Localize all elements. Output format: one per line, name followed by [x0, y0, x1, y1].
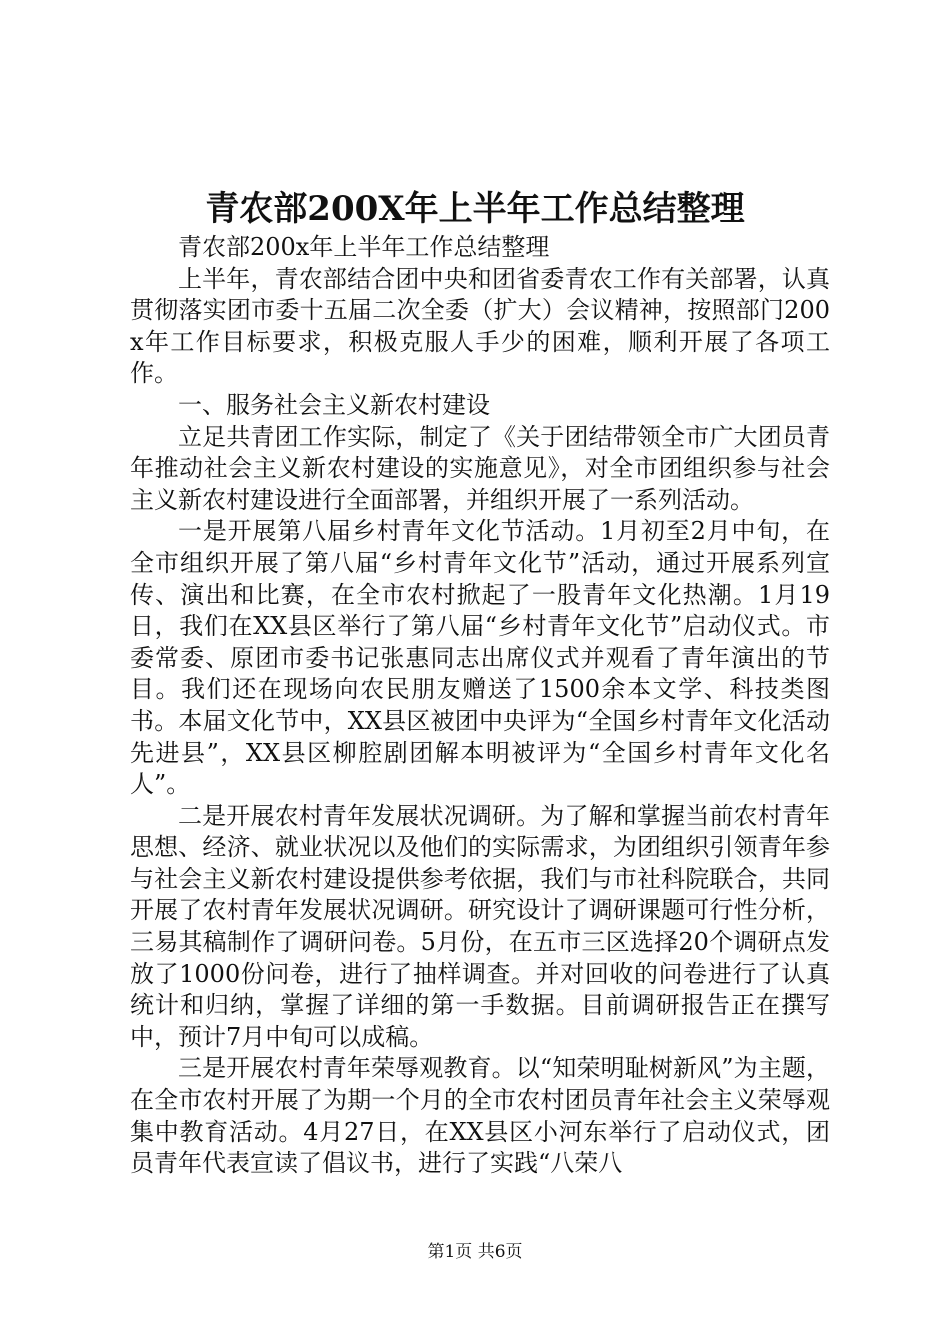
paragraph-intro: 上半年，青农部结合团中央和团省委青农工作有关部署，认真贯彻落实团市委十五届二次全委（扩大）会议精神，按照部门200x年工作目标要求，积极克服人手少的困难，顺利开展了各项工作。 — [130, 264, 830, 388]
document-body — [130, 232, 830, 1180]
document-title: 青农部200X年上半年工作总结整理 — [205, 189, 745, 229]
page-number-footer: 第1页 共6页 — [427, 1242, 523, 1262]
paragraph: 一是开展第八届乡村青年文化节活动。1月初至2月中旬，在全市组织开展了第八届“乡村青年文化节”活动，通过开展系列宣传、演出和比赛，在全市农村掀起了一股青年文化热潮。1月19日，我们在XX县区举行了第八届“乡村青年文化节”启动仪式。市委常委、原团市委书记张惠同志出席仪式并观看了青年演出的节目。我们还在现场向农民朋友赠送了1500余本文学、科技类图书。本届文化节中，XX县区被团中央评为“全国乡村青年文化活动先进县”，XX县区柳腔剧团解本明被评为“全国乡村青年文化名人”。 — [130, 517, 830, 799]
section-heading: 一、服务社会主义新农村建设 — [178, 390, 490, 419]
paragraph: 二是开展农村青年发展状况调研。为了解和掌握当前农村青年思想、经济、就业状况以及他们的实际需求，为团组织引领青年参与社会主义新农村建设提供参考依据，我们与市社科院联合，共同开展了农村青年发展状况调研。研究设计了调研课题可行性分析，三易其稿制作了调研问卷。5月份，在五市三区选择20个调研点发放了1000份问卷，进行了抽样调查。并对回收的问卷进行了认真统计和归纳，掌握了详细的第一手数据。目前调研报告正在撰写中，预计7月中旬可以成稿。 — [130, 801, 830, 1051]
paragraph: 立足共青团工作实际，制定了《关于团结带领全市广大团员青年推动社会主义新农村建设的实施意见》，对全市团组织参与社会主义新农村建设进行全面部署，并组织开展了一系列活动。 — [130, 422, 830, 514]
paragraph-subtitle: 青农部200x年上半年工作总结整理 — [178, 233, 550, 261]
paragraph: 三是开展农村青年荣辱观教育。以“知荣明耻树新风”为主题，在全市农村开展了为期一个月的全市农村团员青年社会主义荣辱观集中教育活动。4月27日，在XX县区小河东举行了启动仪式，团员青年代表宣读了倡议书，进行了实践“八荣八 — [130, 1054, 830, 1178]
